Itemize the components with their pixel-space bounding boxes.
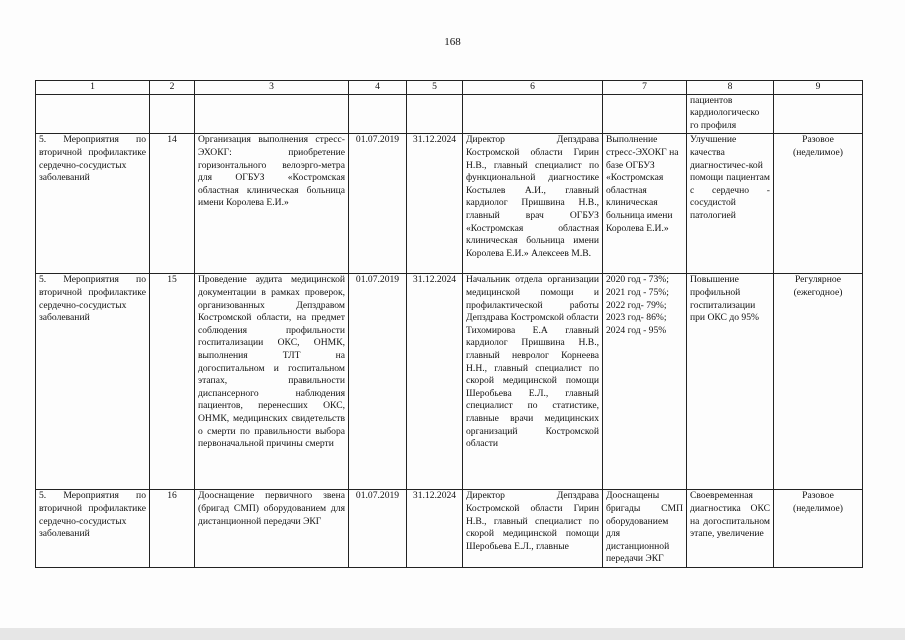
type-cell: Регулярное (ежегодное) bbox=[774, 274, 863, 490]
header-col-9: 9 bbox=[774, 81, 863, 95]
result-cell: 2020 год - 73%; 2021 год - 75%; 2022 год- 79%; 2023 год- 86%; 2024 год - 95% bbox=[603, 274, 687, 490]
number-cell: 16 bbox=[150, 490, 195, 568]
number-cell: 15 bbox=[150, 274, 195, 490]
table-cell bbox=[36, 94, 150, 134]
header-col-3: 3 bbox=[195, 81, 349, 95]
header-col-1: 1 bbox=[36, 81, 150, 95]
header-col-2: 2 bbox=[150, 81, 195, 95]
header-row bbox=[36, 81, 863, 95]
responsible-cell: Директор Депздрава Костромской области Гирин Н.В., главный специалист по функциональной диагностике Костылев А.И., главный кардиолог Пришвина Н.В., главный врач ОГБУЗ «Костромская областная клиническая больница имени Королева Е.И.» Алексеев М.В. bbox=[463, 134, 603, 274]
end-date-cell: 31.12.2024 bbox=[407, 134, 463, 274]
table-cell bbox=[349, 94, 407, 134]
header-col-5: 5 bbox=[407, 81, 463, 95]
table-row bbox=[36, 274, 863, 490]
event-cell: 5. Мероприятия по вторичной профилактике сердечно-сосудистых заболеваний bbox=[36, 274, 150, 490]
table-row bbox=[36, 490, 863, 568]
table-cell bbox=[463, 94, 603, 134]
measure-name-cell: Организация выполнения стресс-ЭХОКГ: приобретение горизонтального велоэрго-метра для ОГБУЗ «Костромская областная клиническая больница имени Королева Е.И.» bbox=[195, 134, 349, 274]
table-cell bbox=[195, 94, 349, 134]
end-date-cell: 31.12.2024 bbox=[407, 274, 463, 490]
header-col-7: 7 bbox=[603, 81, 687, 95]
header-col-8: 8 bbox=[687, 81, 774, 95]
start-date-cell: 01.07.2019 bbox=[349, 274, 407, 490]
indicator-cell: Своевременная диагностика ОКС на догоспитальном этапе, увеличение bbox=[687, 490, 774, 568]
measure-name-cell: Проведение аудита медицинской документации в рамках проверок, организованных Депздравом Костромской области, на предмет соблюдения профильности госпитализации ОКС, ОНМК, выполнения ТЛТ на догоспитальном и госпитальном этапах, правильности диспансерного наблюдения пациентов, перенесших ОКС, ОНМК, медицинских свидетельств о смерти по правильности выбора первоначальной причины смерти bbox=[195, 274, 349, 490]
start-date-cell: 01.07.2019 bbox=[349, 490, 407, 568]
number-cell: 14 bbox=[150, 134, 195, 274]
header-col-6: 6 bbox=[463, 81, 603, 95]
responsible-cell: Директор Депздрава Костромской области Гирин Н.В., главный специалист по скорой медицинской помощи Шеробьева Е.Л., главные bbox=[463, 490, 603, 568]
table-row bbox=[36, 134, 863, 274]
measures-table bbox=[35, 80, 863, 568]
result-cell: Дооснащены бригады СМП оборудованием для дистанционной передачи ЭКГ bbox=[603, 490, 687, 568]
scan-edge bbox=[0, 628, 905, 640]
event-cell: 5. Мероприятия по вторичной профилактике сердечно-сосудистых заболеваний bbox=[36, 134, 150, 274]
type-cell: Разовое (неделимое) bbox=[774, 134, 863, 274]
event-cell: 5. Мероприятия по вторичной профилактике сердечно-сосудистых заболеваний bbox=[36, 490, 150, 568]
responsible-cell: Начальник отдела организации медицинской помощи и профилактической работы Депздрава Костромской области Тихомирова Е.А главный кардиолог Пришвина Н.В., главный невролог Корнеева Н.Н., главный специалист по скорой медицинской помощи Шеробьева Е.Л., главный специалист по статистике, главные врачи медицинских организаций Костромской области bbox=[463, 274, 603, 490]
continuation-indicator-cell: пациентов кардиологическо го профиля bbox=[687, 94, 774, 134]
start-date-cell: 01.07.2019 bbox=[349, 134, 407, 274]
end-date-cell: 31.12.2024 bbox=[407, 490, 463, 568]
indicator-cell: Улучшение качества диагностичес-кой помощи пациентам с сердечно - сосудистой патологией bbox=[687, 134, 774, 274]
result-cell: Выполнение стресс-ЭХОКГ на базе ОГБУЗ «Костромская областная клиническая больница имени Королева Е.И.» bbox=[603, 134, 687, 274]
table-cell bbox=[150, 94, 195, 134]
header-col-4: 4 bbox=[349, 81, 407, 95]
table-cell bbox=[407, 94, 463, 134]
type-cell: Разовое (неделимое) bbox=[774, 490, 863, 568]
indicator-cell: Повышение профильной госпитализации при ОКС до 95% bbox=[687, 274, 774, 490]
measure-name-cell: Дооснащение первичного звена (бригад СМП) оборудованием для дистанционной передачи ЭКГ bbox=[195, 490, 349, 568]
continuation-row bbox=[36, 94, 863, 134]
table-cell bbox=[774, 94, 863, 134]
page-number: 168 bbox=[444, 36, 461, 48]
table-cell bbox=[603, 94, 687, 134]
